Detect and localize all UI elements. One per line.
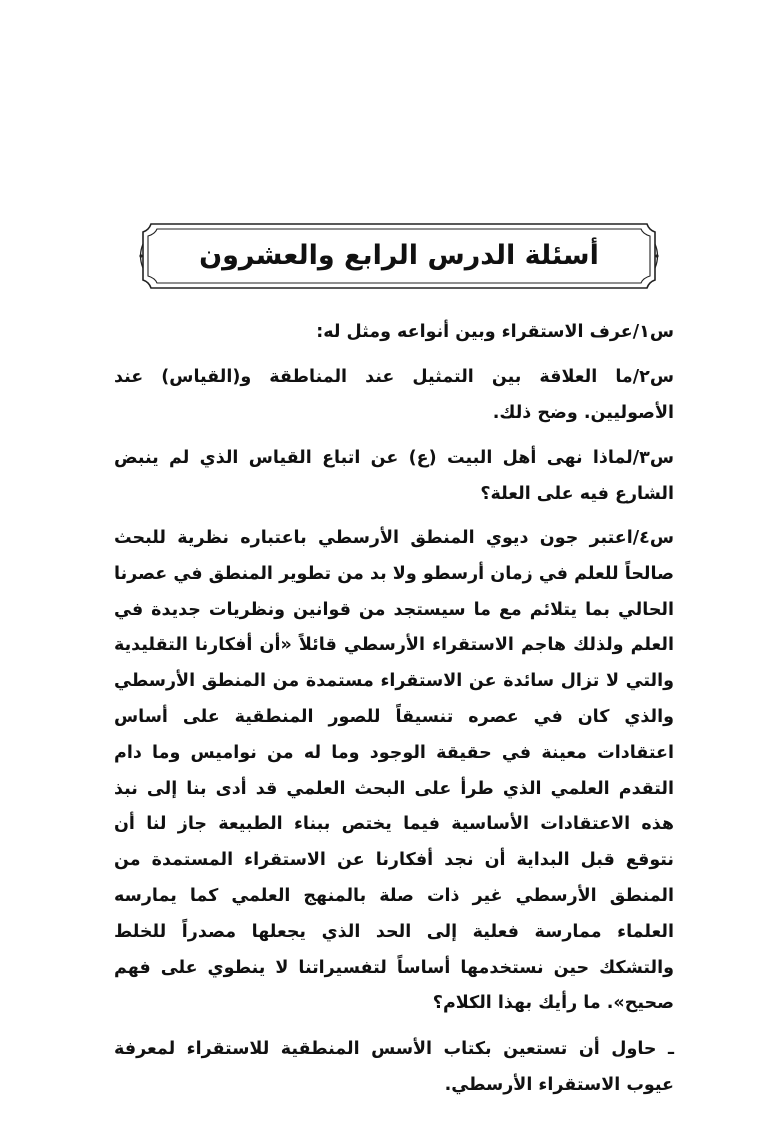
study-note: ـ حاول أن تستعين بكتاب الأسس المنطقية للاستقراء لمعرفة عيوب الاستقراء الأرسطي. (114, 1039, 674, 1096)
question-label: س٢/ (632, 367, 674, 387)
title-frame (137, 222, 661, 290)
question-2 (114, 359, 674, 431)
question-label: س٤/ (632, 528, 674, 548)
questions-list (114, 314, 674, 1121)
question-1 (114, 314, 674, 350)
question-text: ما العلاقة بين التمثيل عند المناطقة و(القياس) عند الأصوليين. وضح ذلك. (114, 367, 674, 423)
question-4 (114, 521, 674, 1022)
question-label: س١/ (632, 322, 674, 342)
question-3 (114, 440, 674, 512)
page-title: أسئلة الدرس الرابع والعشرون (199, 240, 599, 271)
question-text: عرف الاستقراء وبين أنواعه ومثل له: (316, 322, 633, 342)
question-text: اعتبر جون ديوي المنطق الأرسطي باعتباره نظرية للبحث صالحاً للعلم في زمان أرسطو ولا بد من تطوير المنطق في عصرنا الحالي بما يتلائم مع ما سيستجد من قوانين ونظريات جديدة في العلم ولذلك هاجم الاستقراء الأرسطي قائلاً «أن أفكارنا التقليدية والتي لا تزال سائدة عن الاستقراء مستمدة من المنطق الأرسطي والذي كان في عصره تنسيقاً للصور المنطقية على أساس اعتقادات معينة في حقيقة الوجود وما له من نواميس وما دام التقدم العلمي الذي طرأ على البحث العلمي قد أدى بنا إلى نبذ هذه الاعتقادات الأساسية فيما يختص ببناء الطبيعة جاز لنا أن نتوقع قبل البداية أن نجد أفكارنا عن الاستقراء المستمدة من المنطق الأرسطي غير ذات صلة بالمنهج العلمي كما يمارسه العلماء ممارسة فعلية إلى الحد الذي يجعلها مصدراً للخلط والتشكك حين نستخدمها أساساً لتفسيراتنا لا ينطوي على فهم صحيح». ما رأيك بهذا الكلام؟ (114, 528, 674, 1014)
question-label: س٣/ (632, 448, 674, 468)
question-text: لماذا نهى أهل البيت (ع) عن اتباع القياس الذي لم ينبض الشارع فيه على العلة؟ (114, 448, 674, 504)
